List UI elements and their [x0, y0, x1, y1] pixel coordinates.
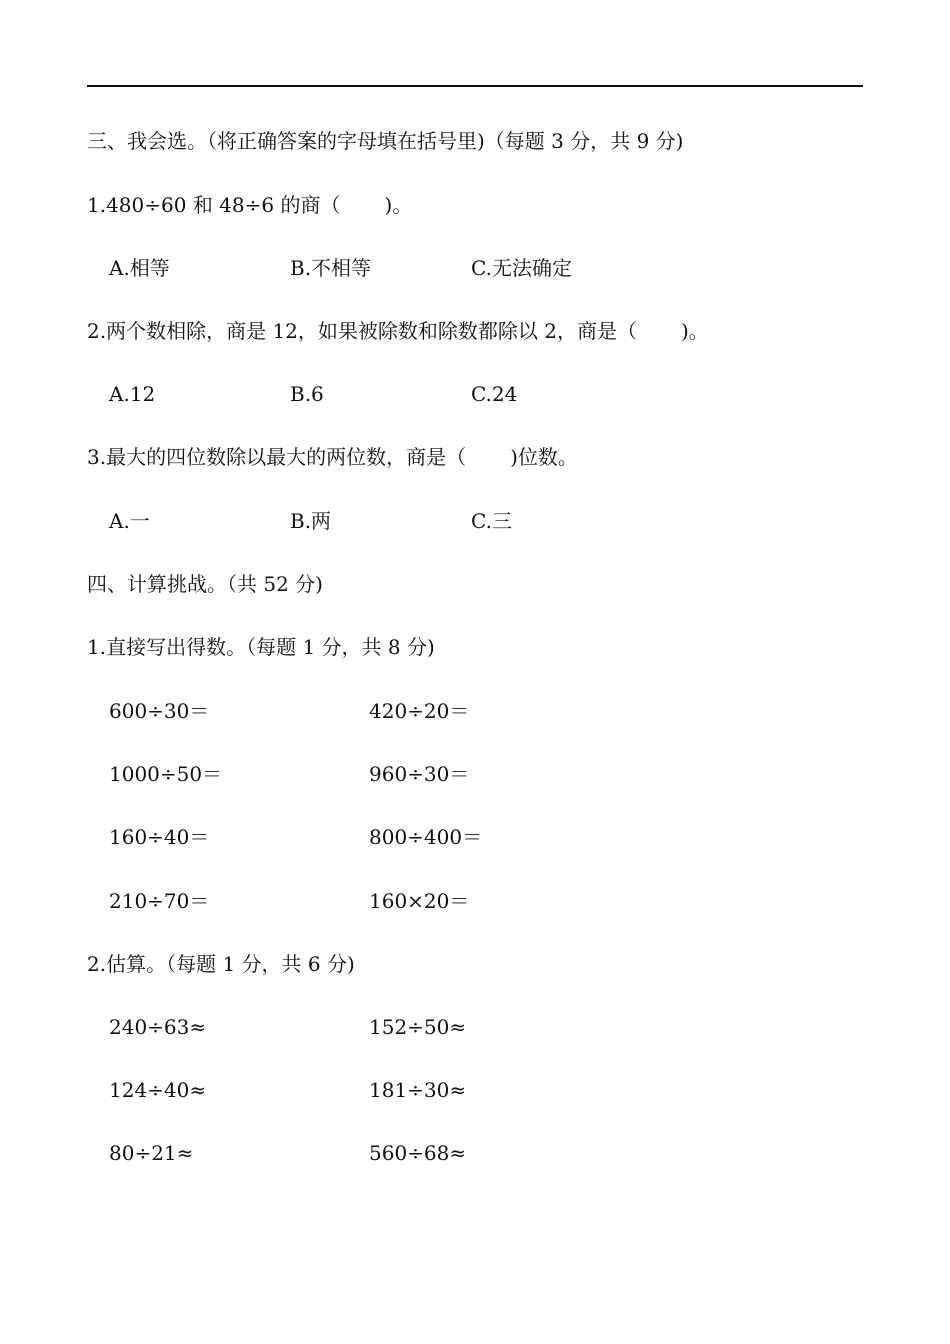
calc-item: 160÷40＝	[109, 825, 210, 849]
q1-option-a[interactable]: A.相等	[109, 256, 170, 280]
question-2-stem	[87, 317, 709, 345]
q3-option-c[interactable]: C.三	[471, 509, 512, 533]
question-3-stem	[87, 443, 578, 471]
calc-item: 800÷400＝	[369, 825, 483, 849]
q3-option-b[interactable]: B.两	[290, 509, 332, 533]
calc-item: 1000÷50＝	[109, 762, 223, 786]
question-1-stem-after: )。	[384, 193, 413, 217]
estimate-item: 181÷30≈	[369, 1078, 467, 1102]
question-2-stem-before: 2.两个数相除，商是 12，如果被除数和除数都除以 2，商是（	[87, 319, 637, 343]
part2-title: 2.估算。（每题 1 分，共 6 分)	[87, 952, 355, 976]
estimate-item: 80÷21≈	[109, 1141, 194, 1165]
question-1-stem	[87, 191, 412, 219]
calc-item: 960÷30＝	[369, 762, 470, 786]
question-1-stem-before: 1.480÷60 和 48÷6 的商（	[87, 193, 341, 217]
calc-item: 420÷20＝	[369, 699, 470, 723]
q1-option-b[interactable]: B.不相等	[290, 256, 372, 280]
estimate-item: 124÷40≈	[109, 1078, 207, 1102]
q2-option-b[interactable]: B.6	[290, 382, 324, 406]
part1-title: 1.直接写出得数。（每题 1 分，共 8 分)	[87, 635, 435, 659]
estimate-item: 560÷68≈	[369, 1141, 467, 1165]
q2-option-c[interactable]: C.24	[471, 382, 518, 406]
q2-option-a[interactable]: A.12	[109, 382, 156, 406]
estimate-item: 240÷63≈	[109, 1015, 207, 1039]
q3-option-a[interactable]: A.一	[109, 509, 150, 533]
question-3-stem-before: 3.最大的四位数除以最大的两位数，商是（	[87, 445, 467, 469]
q1-option-c[interactable]: C.无法确定	[471, 256, 572, 280]
question-2-stem-after: )。	[680, 319, 709, 343]
question-3-stem-after: )位数。	[510, 445, 578, 469]
section3-title: 三、我会选。（将正确答案的字母填在括号里)（每题 3 分，共 9 分)	[87, 129, 684, 153]
estimate-item: 152÷50≈	[369, 1015, 467, 1039]
calc-item: 600÷30＝	[109, 699, 210, 723]
top-rule	[87, 85, 863, 87]
calc-item: 210÷70＝	[109, 889, 210, 913]
section4-title: 四、计算挑战。（共 52 分)	[87, 572, 323, 596]
calc-item: 160×20＝	[369, 889, 470, 913]
